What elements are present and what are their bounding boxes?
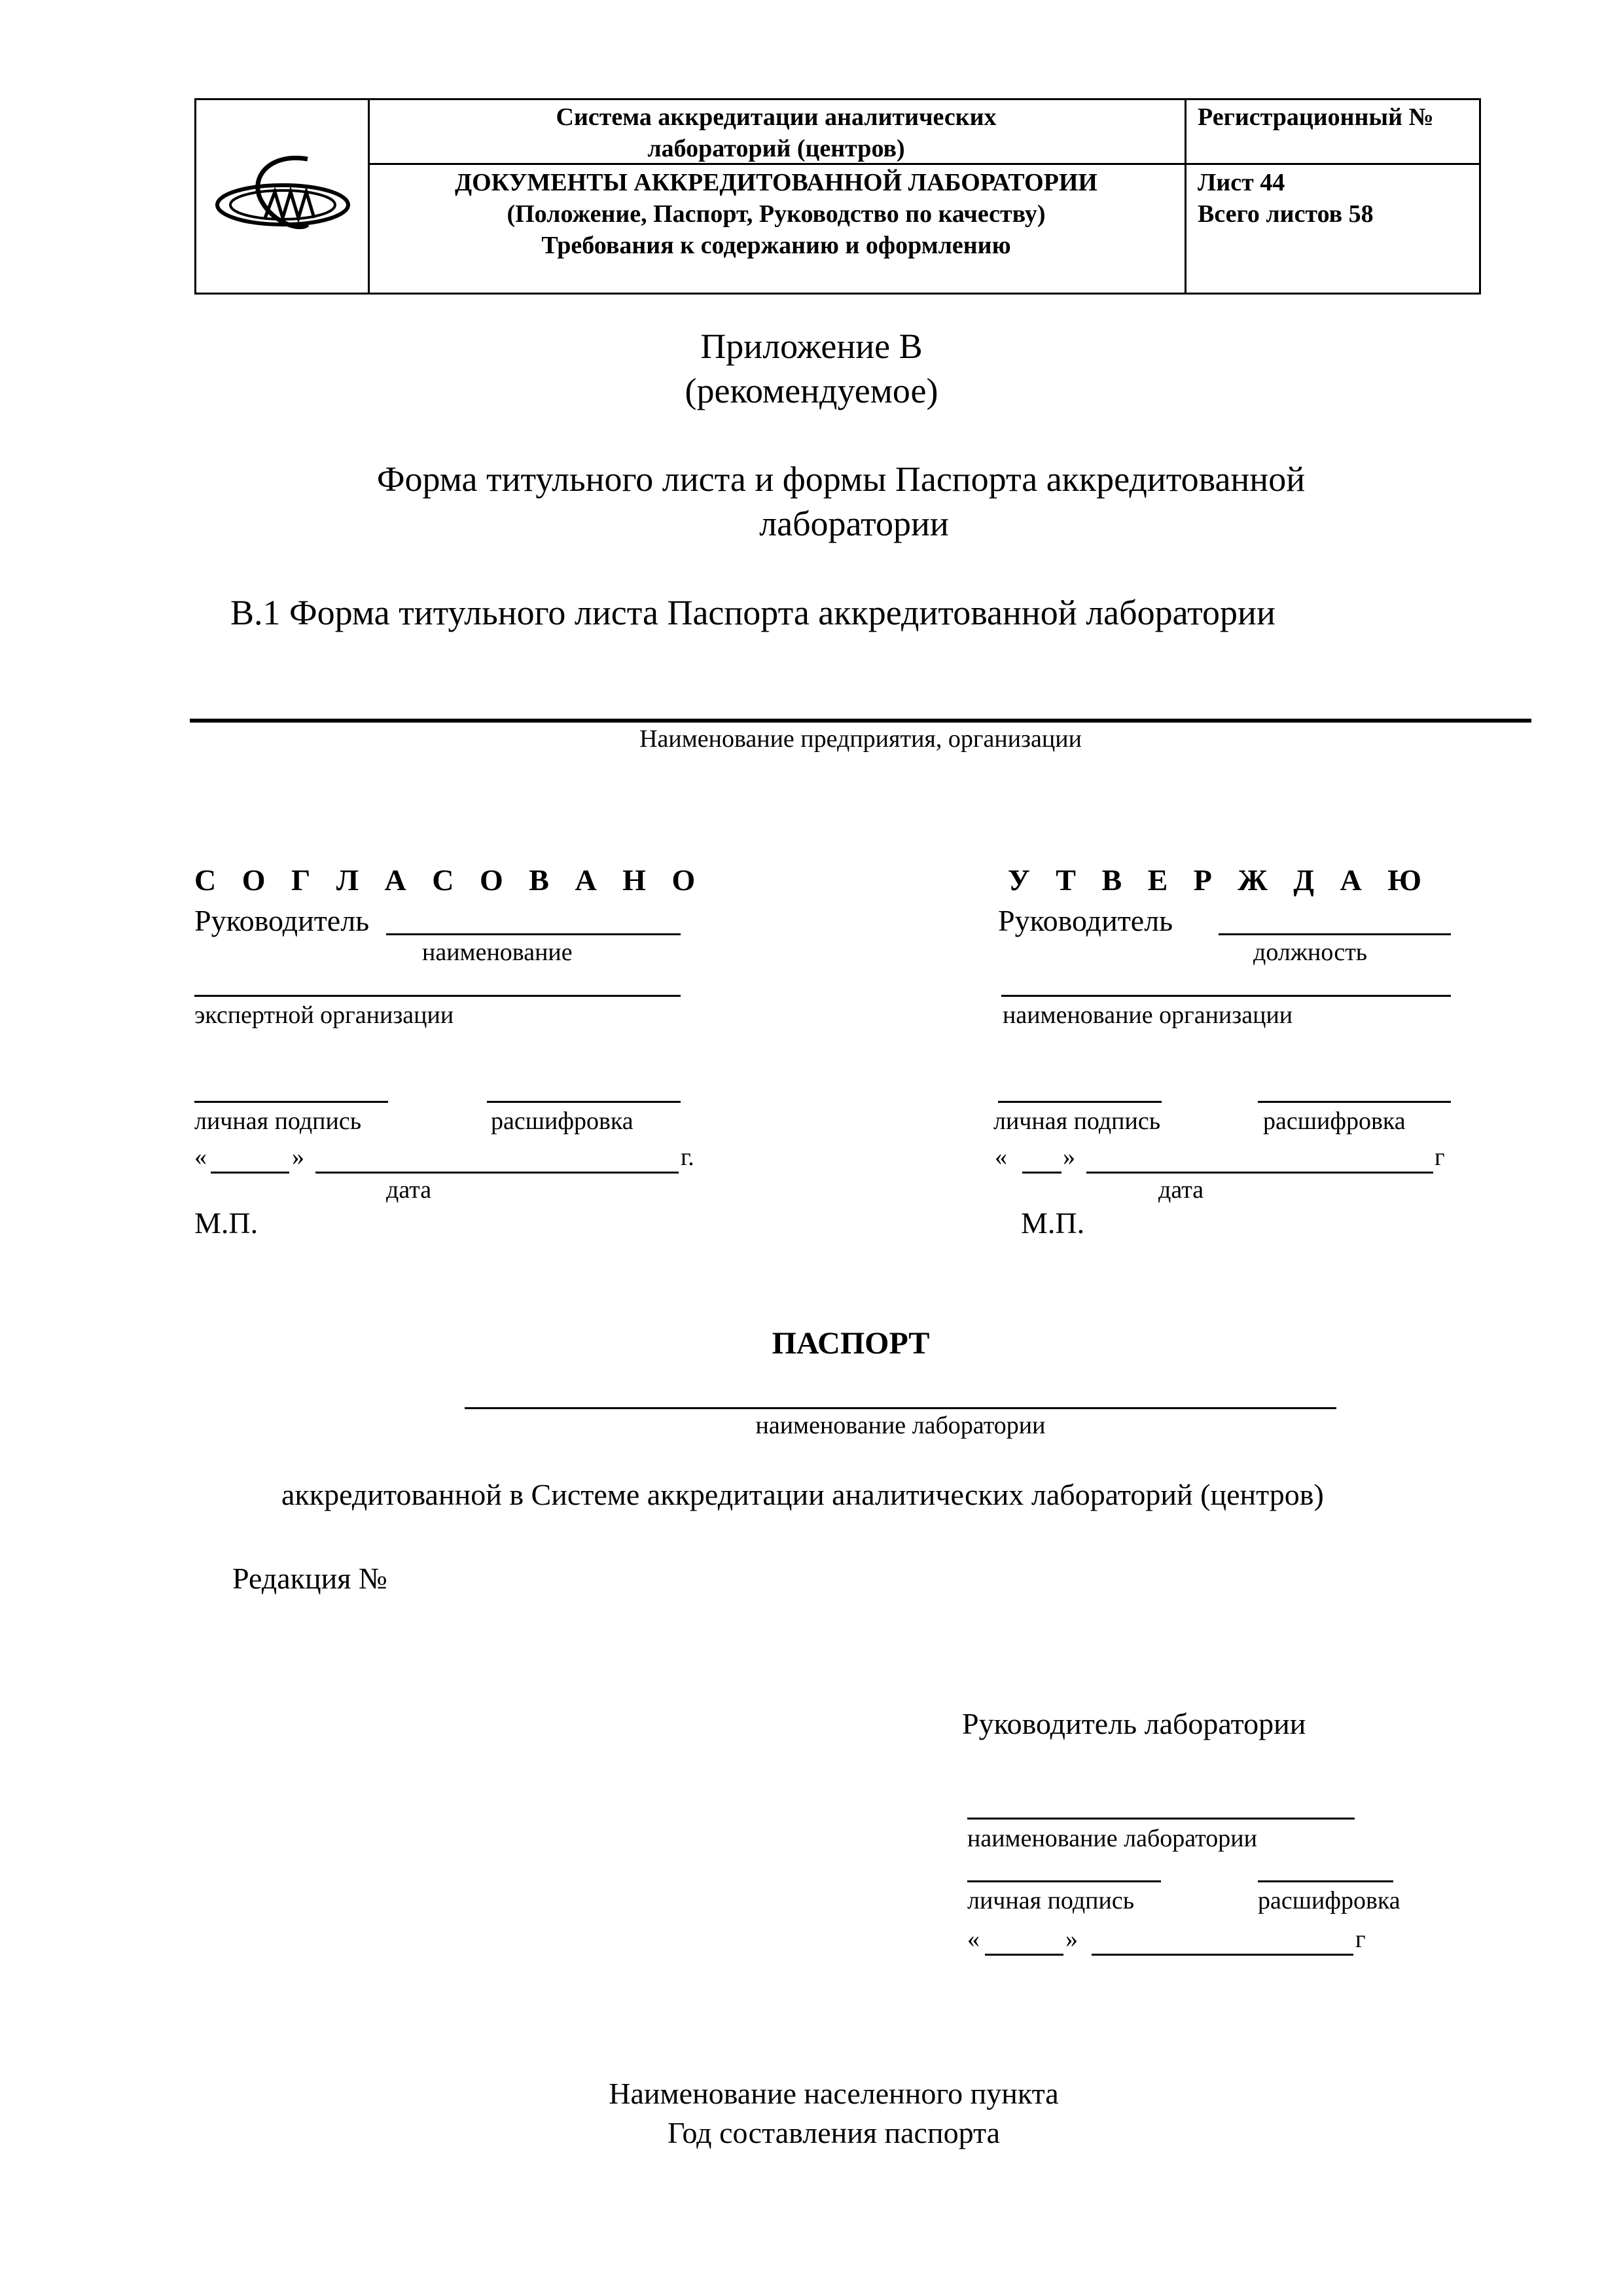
organization-logo <box>209 139 357 257</box>
total-sheets: Всего листов 58 <box>1198 200 1374 228</box>
revision-number: Редакция № <box>232 1562 387 1595</box>
signature-line <box>194 1101 388 1103</box>
date-open-quote: « <box>967 1926 980 1953</box>
date-open-quote: « <box>995 1143 1007 1171</box>
header-divider <box>1185 100 1186 293</box>
date-close-quote: » <box>292 1143 304 1171</box>
org-name-line <box>1001 995 1451 997</box>
decode-caption: расшифровка <box>1258 1887 1400 1914</box>
lab-head-label: Руководитель лаборатории <box>962 1707 1306 1740</box>
section-title: В.1 Форма титульного листа Паспорта аккредитованной лаборатории <box>230 593 1275 632</box>
signature-caption: личная подпись <box>967 1887 1135 1914</box>
signature-caption: личная подпись <box>194 1107 362 1135</box>
date-close-quote: » <box>1065 1926 1078 1953</box>
form-title-line: Форма титульного листа и формы Паспорта аккредитованной <box>376 459 1306 499</box>
month-year-line <box>1086 1172 1433 1174</box>
head-label: Руководитель <box>998 904 1173 937</box>
position-caption: должность <box>1253 939 1368 966</box>
head-label: Руководитель <box>194 904 370 937</box>
date-caption: дата <box>1158 1176 1204 1204</box>
document-header-table <box>194 98 1481 295</box>
year-suffix: г. <box>681 1143 694 1171</box>
form-title-line: лаборатории <box>759 504 949 543</box>
laboratory-name-caption: наименование лаборатории <box>755 1412 1046 1439</box>
date-close-quote: » <box>1063 1143 1075 1171</box>
stamp-place: М.П. <box>1021 1206 1085 1240</box>
document-subtitle: (Положение, Паспорт, Руководство по качеству) <box>507 200 1046 228</box>
name-caption: наименование <box>422 939 573 966</box>
laboratory-name-caption: наименование лаборатории <box>967 1825 1257 1852</box>
approved-heading: С О Г Л А С О В А Н О <box>194 863 705 897</box>
locality-name: Наименование населенного пункта <box>609 2077 1059 2110</box>
decode-line <box>1258 1101 1451 1103</box>
laboratory-name-line <box>967 1818 1355 1820</box>
compilation-year: Год составления паспорта <box>667 2116 1001 2149</box>
system-name <box>368 101 1185 164</box>
system-name-line: Система аккредитации аналитических <box>556 103 997 131</box>
sheet-number: Лист 44 <box>1198 169 1285 196</box>
sheet-info <box>1198 167 1374 230</box>
head-name-line <box>386 933 681 935</box>
date-open-quote: « <box>194 1143 207 1171</box>
date-caption: дата <box>386 1176 432 1204</box>
passport-title: ПАСПОРТ <box>772 1326 930 1361</box>
organization-name-line <box>190 719 1531 723</box>
expert-org-caption: экспертной организации <box>194 1001 454 1029</box>
year-suffix: г <box>1355 1926 1366 1953</box>
accreditation-statement: аккредитованной в Системе аккредитации аналитических лабораторий (центров) <box>281 1478 1324 1511</box>
laboratory-name-line <box>465 1407 1336 1409</box>
month-year-line <box>315 1172 679 1174</box>
document-title: ДОКУМЕНТЫ АККРЕДИТОВАННОЙ ЛАБОРАТОРИИ <box>454 169 1097 196</box>
registration-number-label: Регистрационный № <box>1198 103 1434 131</box>
day-line <box>985 1954 1063 1956</box>
decode-line <box>1258 1880 1393 1882</box>
position-line <box>1219 933 1451 935</box>
confirm-heading: У Т В Е Р Ж Д А Ю <box>1008 863 1431 897</box>
day-line <box>1022 1172 1061 1174</box>
expert-org-line <box>194 995 681 997</box>
signature-line <box>967 1880 1161 1882</box>
decode-caption: расшифровка <box>491 1107 633 1135</box>
decode-line <box>487 1101 681 1103</box>
document-title-block <box>368 167 1185 261</box>
document-subtitle: Требования к содержанию и оформлению <box>541 232 1011 259</box>
organization-name-caption: Наименование предприятия, организации <box>639 725 1082 753</box>
stamp-place: М.П. <box>194 1206 259 1240</box>
system-name-line: лабораторий (центров) <box>647 135 905 162</box>
year-suffix: г <box>1435 1143 1445 1171</box>
signature-line <box>998 1101 1162 1103</box>
day-line <box>211 1172 289 1174</box>
org-name-caption: наименование организации <box>1003 1001 1293 1029</box>
decode-caption: расшифровка <box>1263 1107 1406 1135</box>
appendix-kind: (рекомендуемое) <box>685 371 938 410</box>
appendix-title: Приложение В <box>700 327 923 366</box>
month-year-line <box>1092 1954 1353 1956</box>
signature-caption: личная подпись <box>993 1107 1161 1135</box>
